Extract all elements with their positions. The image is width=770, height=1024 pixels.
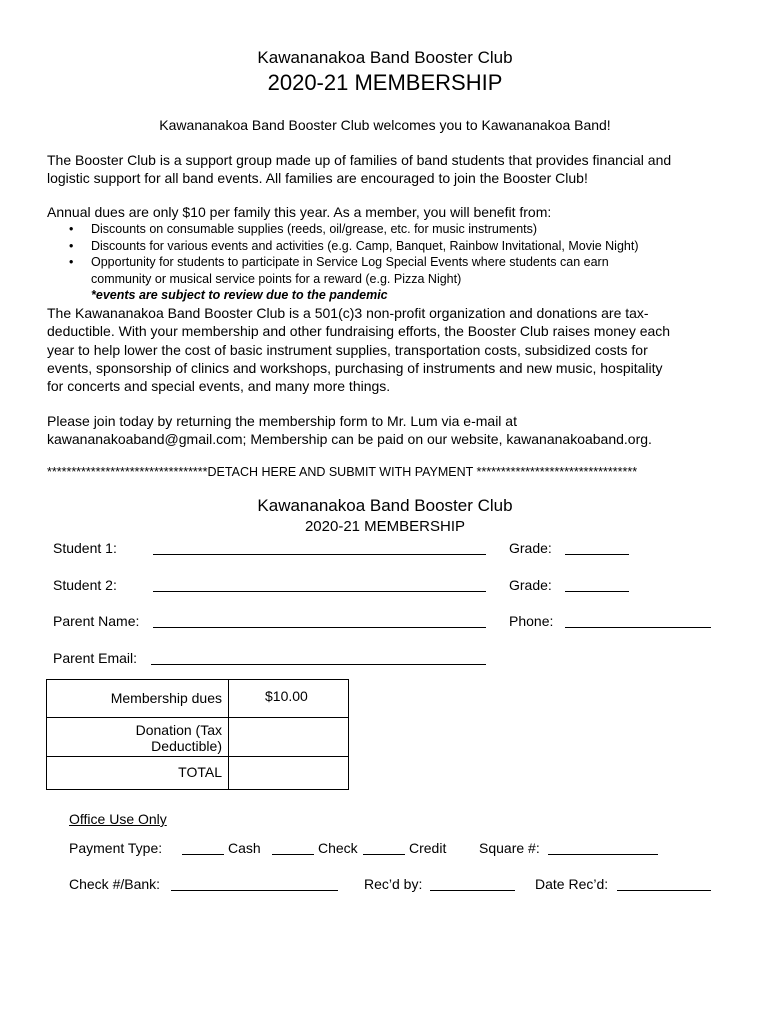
table-row	[47, 718, 349, 757]
bullet-icon: •	[69, 255, 74, 269]
paragraph-line: events, sponsorship of clinics and workshops, purchasing of instruments and new music, hospitality	[47, 359, 663, 376]
square-field[interactable]	[548, 854, 658, 855]
join-instructions-line: kawananakoaband@gmail.com; Membership can be paid on our website, kawananakoaband.org.	[47, 431, 652, 447]
date-recd-field[interactable]	[617, 890, 711, 891]
parent-email-label: Parent Email:	[53, 650, 138, 666]
nonprofit-paragraph	[47, 304, 670, 395]
square-label: Square #:	[479, 840, 540, 856]
dues-statement: Annual dues are only $10 per family this year. As a member, you will benefit from:	[47, 204, 552, 220]
phone-label: Phone:	[509, 613, 554, 629]
donation-amount-field[interactable]	[229, 718, 349, 757]
intro-paragraph-line: logistic support for all band events. All families are encouraged to join the Booster Club!	[47, 170, 588, 186]
parent-name-field[interactable]	[153, 627, 486, 628]
benefits-list	[69, 221, 639, 304]
donation-label	[47, 718, 229, 757]
benefit-text: Opportunity for students to participate in Service Log Special Events where students can earn	[91, 255, 609, 269]
cash-field[interactable]	[182, 854, 224, 855]
membership-dues-label: Membership dues	[47, 680, 229, 718]
detach-line: *********************************DETACH HERE AND SUBMIT WITH PAYMENT *********************************	[47, 465, 638, 479]
list-item-continuation	[69, 271, 639, 288]
grade1-label: Grade:	[509, 540, 552, 556]
student1-field[interactable]	[153, 554, 486, 555]
student2-label: Student 2:	[53, 577, 117, 593]
list-item	[69, 254, 639, 271]
paragraph-line: deductible. With your membership and other fundraising efforts, the Booster Club raises money each	[47, 323, 671, 340]
table-row	[47, 757, 349, 790]
page-title: 2020-21 MEMBERSHIP	[267, 70, 503, 95]
join-instructions-line: Please join today by returning the membership form to Mr. Lum via e-mail at	[47, 413, 517, 429]
pandemic-note: *events are subject to review due to the pandemic	[91, 288, 388, 302]
bullet-icon: •	[69, 222, 74, 236]
bullet-icon: •	[69, 238, 74, 253]
recd-by-label: Rec’d by:	[364, 876, 423, 892]
total-amount-field[interactable]	[229, 757, 349, 790]
intro-paragraph-line: The Booster Club is a support group made up of families of band students that provides financial and	[47, 152, 672, 168]
date-recd-label: Date Rec’d:	[535, 876, 609, 892]
paragraph-line: for concerts and special events, and many more things.	[47, 378, 391, 395]
phone-field[interactable]	[565, 627, 711, 628]
check-bank-label: Check #/Bank:	[69, 876, 161, 892]
student1-label: Student 1:	[53, 540, 117, 556]
donation-label-line: Donation (Tax	[135, 722, 222, 738]
payment-type-label: Payment Type:	[69, 840, 163, 856]
office-use-heading: Office Use Only	[69, 811, 167, 827]
benefit-text: Discounts for various events and activities (e.g. Camp, Banquet, Rainbow Invitational, Movie Night)	[91, 238, 639, 253]
membership-dues-value: $10.00	[229, 680, 349, 718]
benefit-text: Discounts on consumable supplies (reeds, oil/grease, etc. for music instruments)	[91, 222, 538, 236]
grade2-field[interactable]	[565, 591, 629, 592]
check-field[interactable]	[272, 854, 314, 855]
parent-name-label: Parent Name:	[53, 613, 140, 629]
form-org-name: Kawananakoa Band Booster Club	[257, 496, 513, 515]
grade1-field[interactable]	[565, 554, 629, 555]
student2-field[interactable]	[153, 591, 486, 592]
credit-field[interactable]	[363, 854, 405, 855]
dues-table	[46, 679, 349, 790]
list-item	[69, 221, 639, 238]
cash-label: Cash	[228, 840, 261, 856]
benefit-text: community or musical service points for a reward (e.g. Pizza Night)	[91, 271, 462, 286]
org-name-heading: Kawananakoa Band Booster Club	[257, 48, 513, 67]
welcome-text: Kawananakoa Band Booster Club welcomes you to Kawananakoa Band!	[159, 117, 611, 133]
credit-label: Credit	[409, 840, 447, 856]
grade2-label: Grade:	[509, 577, 552, 593]
recd-by-field[interactable]	[430, 890, 515, 891]
paragraph-line: year to help lower the cost of basic instrument supplies, transportation costs, subsidized costs for	[47, 341, 648, 358]
form-title: 2020-21 MEMBERSHIP	[304, 518, 466, 535]
list-item	[69, 238, 639, 255]
paragraph-line: The Kawananakoa Band Booster Club is a 501(c)3 non-profit organization and donations are tax-	[47, 305, 649, 321]
parent-email-field[interactable]	[151, 664, 486, 665]
check-label: Check	[318, 840, 358, 856]
total-label: TOTAL	[47, 757, 229, 790]
table-row	[47, 680, 349, 718]
donation-label-line: Deductible)	[151, 738, 222, 754]
check-bank-field[interactable]	[171, 890, 338, 891]
